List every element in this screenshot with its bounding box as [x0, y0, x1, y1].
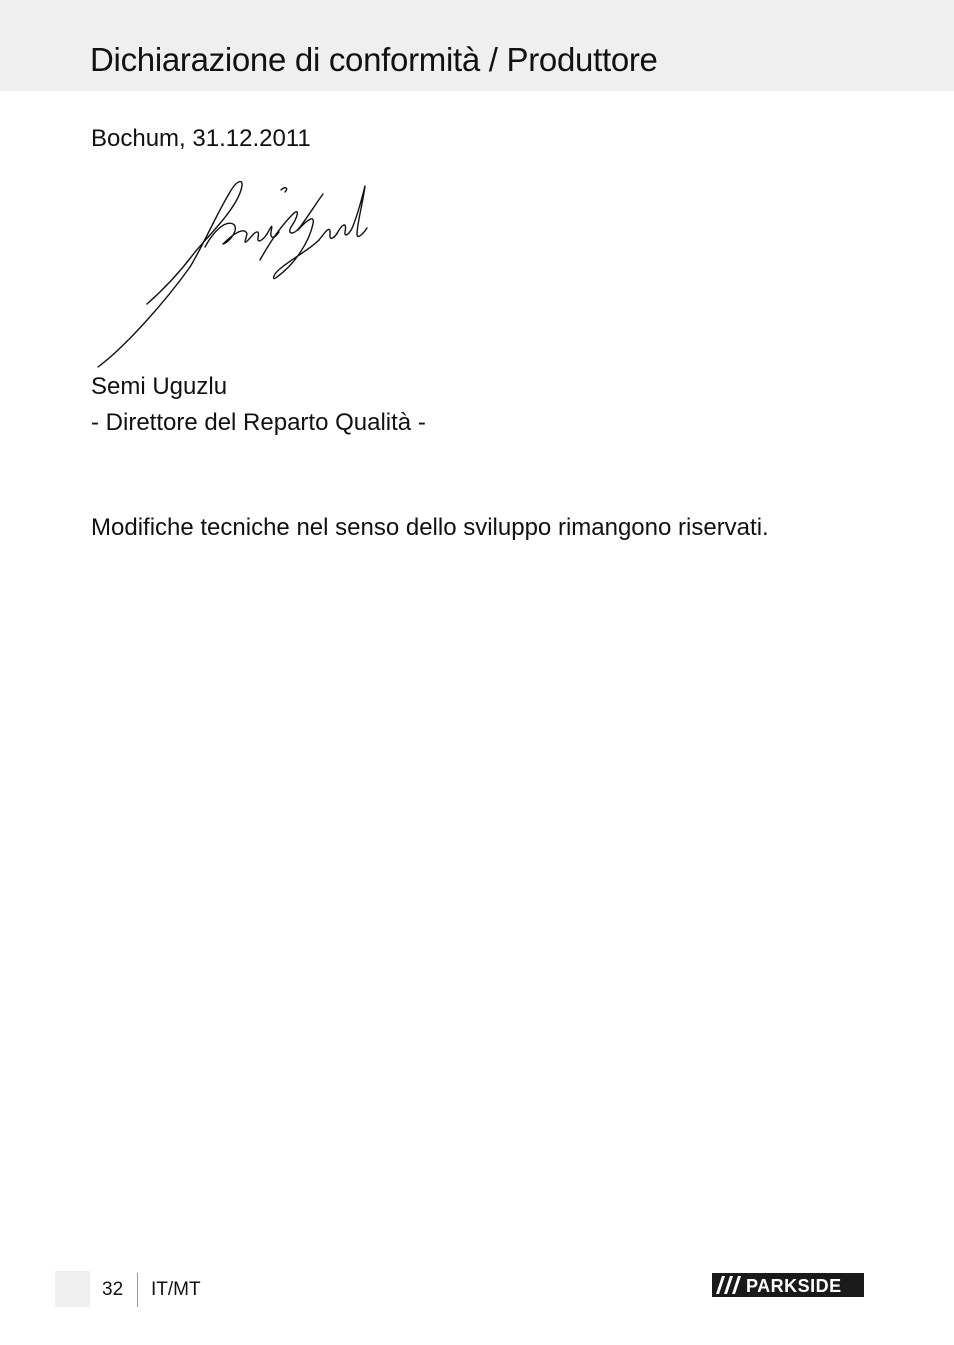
- technical-note: Modifiche tecniche nel senso dello sviluppo rimangono riservati.: [91, 514, 769, 541]
- brand-name: PARKSIDE: [746, 1276, 842, 1296]
- signature-image: [95, 172, 375, 372]
- signer-role: - Direttore del Reparto Qualità -: [91, 409, 426, 436]
- signer-name: Semi Uguzlu: [91, 373, 228, 400]
- place-date: Bochum, 31.12.2011: [91, 125, 311, 152]
- page-title: Dichiarazione di conformità / Produttore: [90, 41, 658, 78]
- page-number: 32: [102, 1279, 124, 1300]
- footer-box: [55, 1271, 90, 1307]
- parkside-logo: [712, 1273, 864, 1297]
- language-code: IT/MT: [151, 1279, 201, 1300]
- footer-divider: [137, 1273, 138, 1307]
